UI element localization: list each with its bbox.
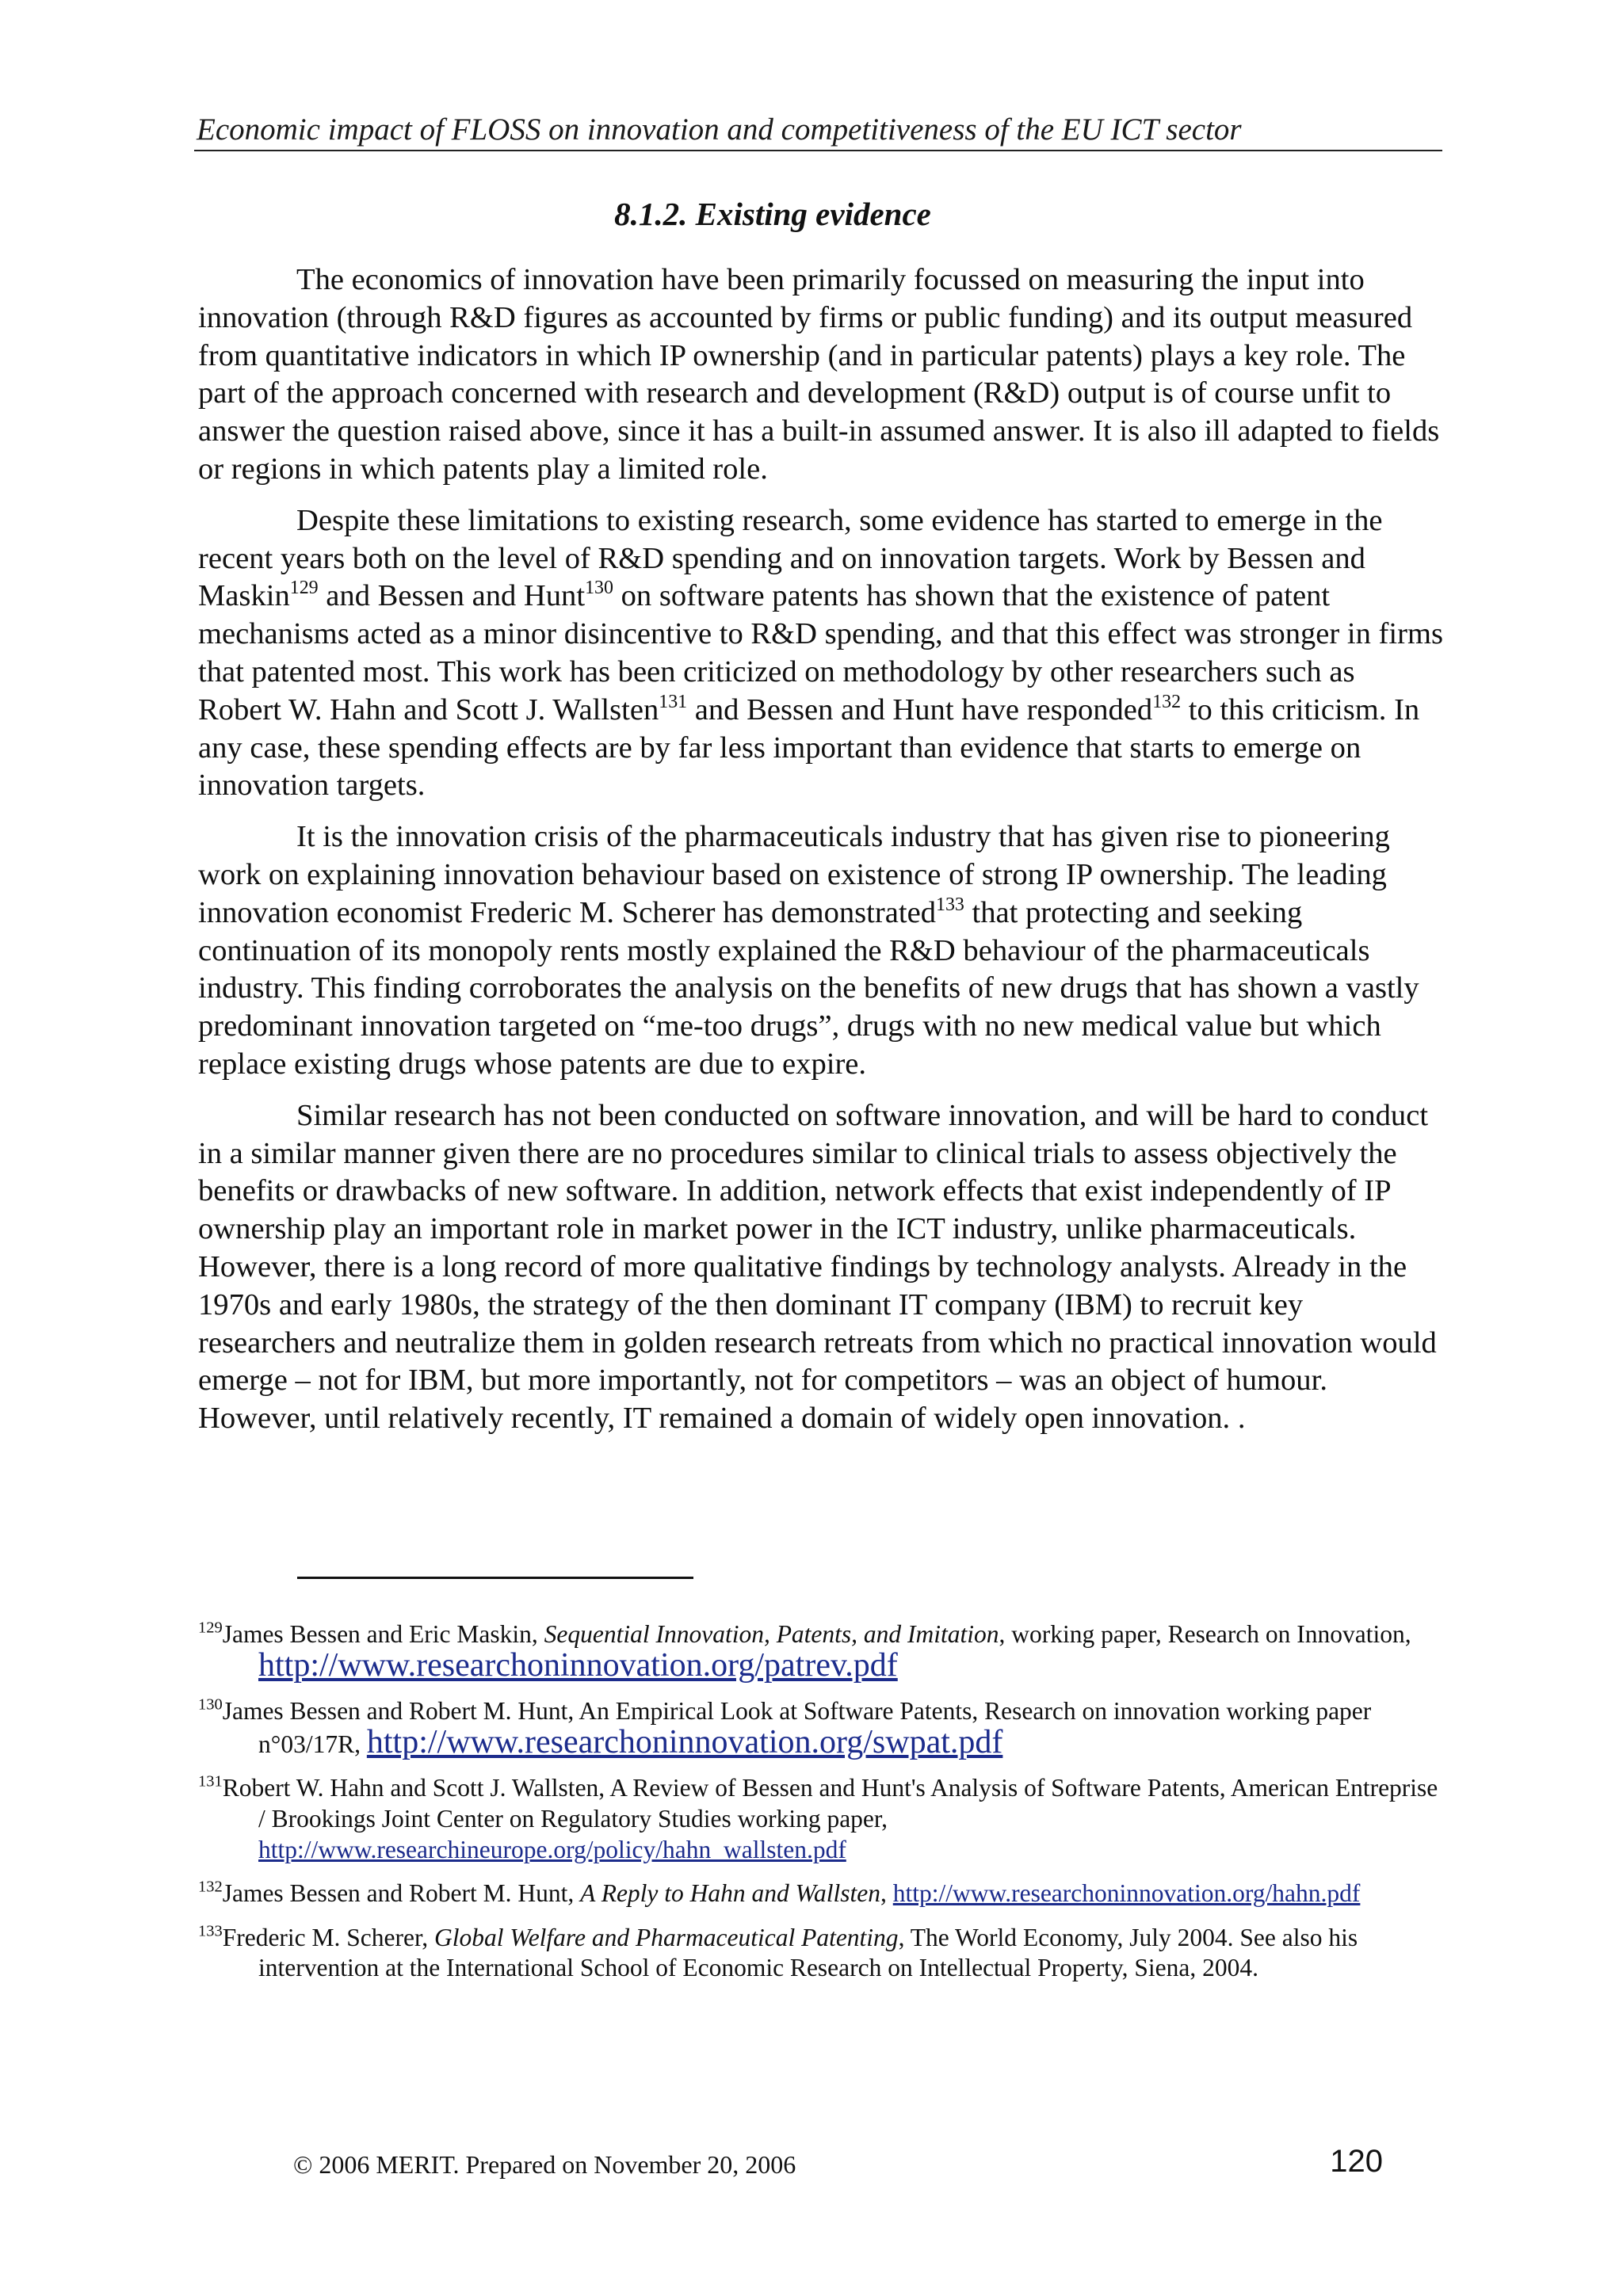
paragraph-1-text: The economics of innovation have been primarily focussed on measuring the input into innovation (through R&D figures as accounted by firms or public funding) and its output measured from quantitative indicators in which IP ownership (and in particular patents) plays a key role. The part of the approach concerned with research and development (R&D) output is of course unfit to answer the question raised above, since it has a built-in assumed answer. It is also ill adapted to fields or regions in which patents play a limited role. (198, 263, 1440, 486)
footnote-title: A Reply to Hahn and Wallsten (580, 1879, 881, 1908)
footnote-text: Robert W. Hahn and Scott J. Wallsten, A Review of Bessen and Hunt's Analysis of Software Patents, American Entreprise / Brookings Joint Center on Regulatory Studies working paper, (222, 1774, 1438, 1833)
paragraph-2 (198, 502, 1444, 805)
section-title: 8.1.2. Existing evidence (614, 196, 931, 232)
paragraph-3-text: It is the innovation crisis of the pharmaceuticals industry that has given rise to pioneering work on explaining innovation behaviour based on existence of strong IP ownership. The leading innovation economist Frederic M. Scherer has demonstrated (198, 820, 1390, 929)
footnote-link[interactable]: http://www.researchoninnovation.org/patrev.pdf (258, 1646, 898, 1684)
footnote-link[interactable]: http://www.researchoninnovation.org/hahn.pdf (892, 1879, 1361, 1908)
footnote-number: 132 (198, 1878, 223, 1896)
footnote-text: , (880, 1879, 893, 1908)
footnote-text: James Bessen and Eric Maskin, (222, 1620, 544, 1648)
paragraph-4-text: Similar research has not been conducted on software innovation, and will be hard to conduct in a similar manner given there are no procedures similar to clinical trials to assess objectively the benefits or drawbacks of new software. In addition, network effects that exist independently of IP ownership play an important role in market power in the ICT industry, unlike pharmaceuticals. However, there is a long record of more qualitative findings by technology analysts. Already in the 1970s and early 1980s, the strategy of the then dominant IT company (IBM) to recruit key researchers and neutralize them in golden research retreats from which no practical innovation would emerge – not for IBM, but more importantly, not for competitors – was an object of humour. However, until relatively recently, IT remained a domain of widely open innovation. . (198, 1098, 1437, 1436)
footnote-ref-133[interactable]: 133 (935, 894, 964, 915)
footnote-text: , The World Economy, July 2004. See also his intervention at the International School of Economic Research on Intellectual Property, Siena, 2004. (258, 1923, 1358, 1982)
header-rule (194, 150, 1442, 151)
paragraph-2-text: to this criticism. In any case, these spending effects are by far less important than evidence that starts to emerge on innovation targets. (198, 692, 1420, 803)
paragraph-2-text: on software patents has shown that the existence of patent mechanisms acted as a minor disincentive to R&D spending, and that this effect was stronger in firms that patented most. This work has been criticized on methodology by other researchers such as Robert W. Hahn and Scott J. Wallsten (198, 579, 1443, 727)
footnote-ref-130[interactable]: 130 (585, 578, 613, 599)
footnotes (198, 1619, 1442, 1997)
footnote-text: , working paper, Research on Innovation, (999, 1620, 1411, 1648)
footnote-ref-131[interactable]: 131 (659, 691, 688, 712)
footnote-text: Frederic M. Scherer, (222, 1923, 434, 1951)
footnote-number: 131 (198, 1773, 223, 1791)
footnote-132 (198, 1878, 1442, 1909)
footnote-number: 129 (198, 1619, 223, 1637)
paragraph-1 (198, 261, 1444, 489)
footnote-number: 133 (198, 1922, 223, 1940)
footer-copyright: © 2006 MERIT. Prepared on November 20, 2006 (293, 2150, 796, 2179)
footnote-ref-132[interactable]: 132 (1152, 691, 1182, 712)
footnote-129 (198, 1619, 1442, 1683)
footnote-text: James Bessen and Robert M. Hunt, (222, 1879, 581, 1908)
footnote-text: James Bessen and Robert M. Hunt, An Empirical Look at Software Patents, Research on innovation working paper n°03/17R, (222, 1697, 1372, 1758)
footnote-title: Sequential Innovation, Patents, and Imitation (544, 1620, 999, 1648)
footnote-link[interactable]: http://www.researchoninnovation.org/swpat.pdf (366, 1723, 1003, 1760)
paragraph-3-text: that protecting and seeking continuation of its monopoly rents mostly explained the R&D behaviour of the pharmaceuticals industry. This finding corroborates the analysis on the benefits of new drugs that has shown a vastly predominant innovation targeted on “me-too drugs”, drugs with no new medical value but which replace existing drugs whose patents are due to expire. (198, 895, 1419, 1081)
footnote-number: 130 (198, 1695, 223, 1714)
footnote-title: Global Welfare and Pharmaceutical Patenting (433, 1923, 899, 1951)
paragraph-3 (198, 818, 1444, 1084)
paragraph-2-text: and Bessen and Hunt have responded (687, 692, 1153, 727)
footnote-separator (297, 1577, 693, 1579)
footnote-131 (198, 1773, 1442, 1865)
paragraph-2-text: Despite these limitations to existing research, some evidence has started to emerge in the recent years both on the level of R&D spending and on innovation targets. Work by Bessen and Maskin (198, 503, 1383, 613)
footnote-link[interactable]: http://www.researchineurope.org/policy/hahn_wallsten.pdf (258, 1835, 846, 1863)
footnote-130 (198, 1696, 1442, 1760)
paragraph-4 (198, 1097, 1444, 1438)
paragraph-2-text: and Bessen and Hunt (318, 579, 586, 613)
page-number: 120 (1330, 2144, 1383, 2179)
footnote-133 (198, 1923, 1442, 1984)
body-text (198, 261, 1444, 1451)
footnote-ref-129[interactable]: 129 (289, 578, 319, 599)
running-header: Economic impact of FLOSS on innovation and competitiveness of the EU ICT sector (197, 113, 1242, 147)
